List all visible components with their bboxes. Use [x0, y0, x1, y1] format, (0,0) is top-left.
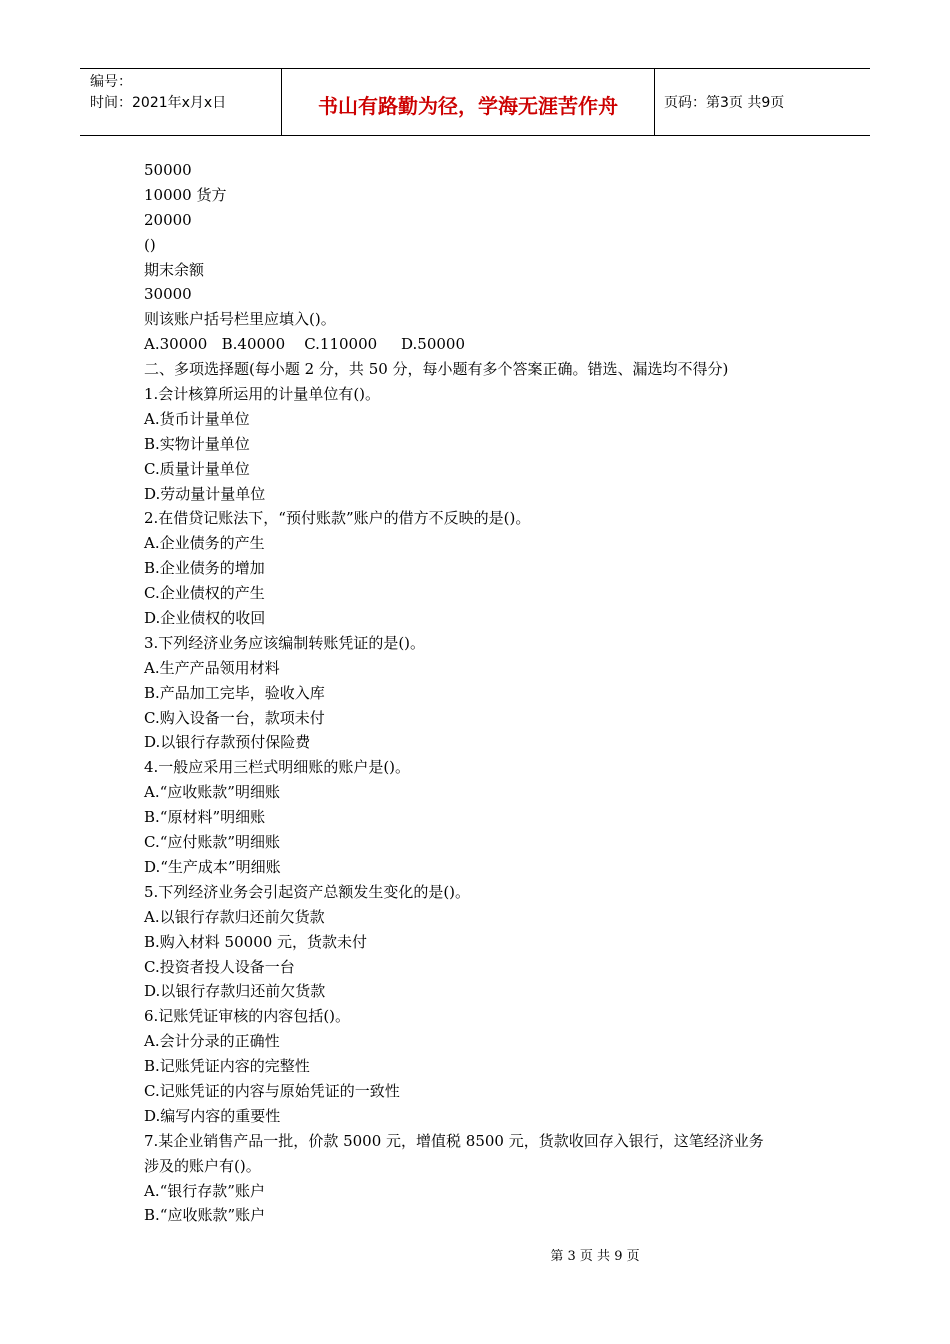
- text-line: 30000: [144, 285, 192, 304]
- text-line: 期末余额: [144, 260, 205, 279]
- text-line: D.劳动量计量单位: [144, 484, 266, 503]
- header-left-cell: [80, 69, 282, 135]
- text-line: A.生产产品领用材料: [144, 658, 280, 677]
- text-line: 4.一般应采用三栏式明细账的账户是()。: [144, 758, 411, 777]
- text-line: B.购入材料 50000 元，货款未付: [144, 932, 368, 951]
- page-header: [80, 68, 870, 136]
- text-line: B.实物计量单位: [144, 434, 250, 453]
- text-line: B.企业债务的增加: [144, 559, 265, 578]
- text-line: B.“原材料”明细账: [144, 808, 266, 827]
- text-line: C.“应付账款”明细账: [144, 833, 281, 852]
- text-line: 1.会计核算所运用的计量单位有()。: [144, 385, 381, 404]
- page-footer: 第 3 页 共 9 页: [550, 1249, 640, 1264]
- text-line: A.“银行存款”账户: [144, 1181, 265, 1200]
- header-page-code: 页码：第3页 共9页: [664, 95, 785, 111]
- text-line: 2.在借贷记账法下，“预付账款”账户的借方不反映的是()。: [144, 509, 531, 528]
- text-line: C.记账凭证的内容与原始凭证的一致性: [144, 1081, 400, 1100]
- text-line: D.编写内容的重要性: [144, 1106, 281, 1125]
- document-body: [144, 158, 824, 1228]
- text-line: A.企业债务的产生: [144, 534, 265, 553]
- header-motto: 书山有路勤为径，学海无涯苦作舟: [282, 69, 655, 135]
- text-line: B.产品加工完毕，验收入库: [144, 683, 325, 702]
- text-line: C.企业债权的产生: [144, 584, 265, 603]
- text-line: 二、多项选择题(每小题 2 分，共 50 分，每小题有多个答案正确。错选、漏选均不得分): [144, 360, 729, 379]
- text-line: 6.记账凭证审核的内容包括()。: [144, 1007, 351, 1026]
- text-line: D.“生产成本”明细账: [144, 857, 281, 876]
- text-line: C.质量计量单位: [144, 459, 250, 478]
- text-line: 则该账户括号栏里应填入()。: [144, 310, 336, 329]
- text-line: B.“应收账款”账户: [144, 1206, 266, 1225]
- text-line: 10000 货方: [144, 185, 227, 204]
- text-line: 20000: [144, 210, 192, 229]
- text-line: 涉及的账户有()。: [144, 1156, 261, 1175]
- text-line: 7.某企业销售产品一批，价款 5000 元，增值税 8500 元，货款收回存入银行，这笔经济业务: [144, 1131, 764, 1150]
- text-line: 3.下列经济业务应该编制转账凭证的是()。: [144, 633, 426, 652]
- document-number-label: 编号：: [90, 74, 132, 90]
- text-line: A.会计分录的正确性: [144, 1032, 280, 1051]
- text-line: A.30000 B.40000 C.110000 D.50000: [144, 335, 465, 354]
- text-line: B.记账凭证内容的完整性: [144, 1057, 310, 1076]
- text-line: (): [144, 235, 156, 254]
- text-line: D.以银行存款归还前欠货款: [144, 982, 326, 1001]
- text-line: 5.下列经济业务会引起资产总额发生变化的是()。: [144, 882, 471, 901]
- text-line: D.企业债权的收回: [144, 609, 266, 628]
- text-line: 50000: [144, 161, 192, 179]
- text-line: A.以银行存款归还前欠货款: [144, 907, 325, 926]
- text-line: C.购入设备一台，款项未付: [144, 708, 325, 727]
- text-line: A.“应收账款”明细账: [144, 783, 280, 802]
- text-line: D.以银行存款预付保险费: [144, 733, 311, 752]
- text-line: A.货币计量单位: [144, 409, 250, 428]
- document-time: 时间：2021年x月x日: [90, 95, 227, 111]
- text-line: C.投资者投人设备一台: [144, 957, 295, 976]
